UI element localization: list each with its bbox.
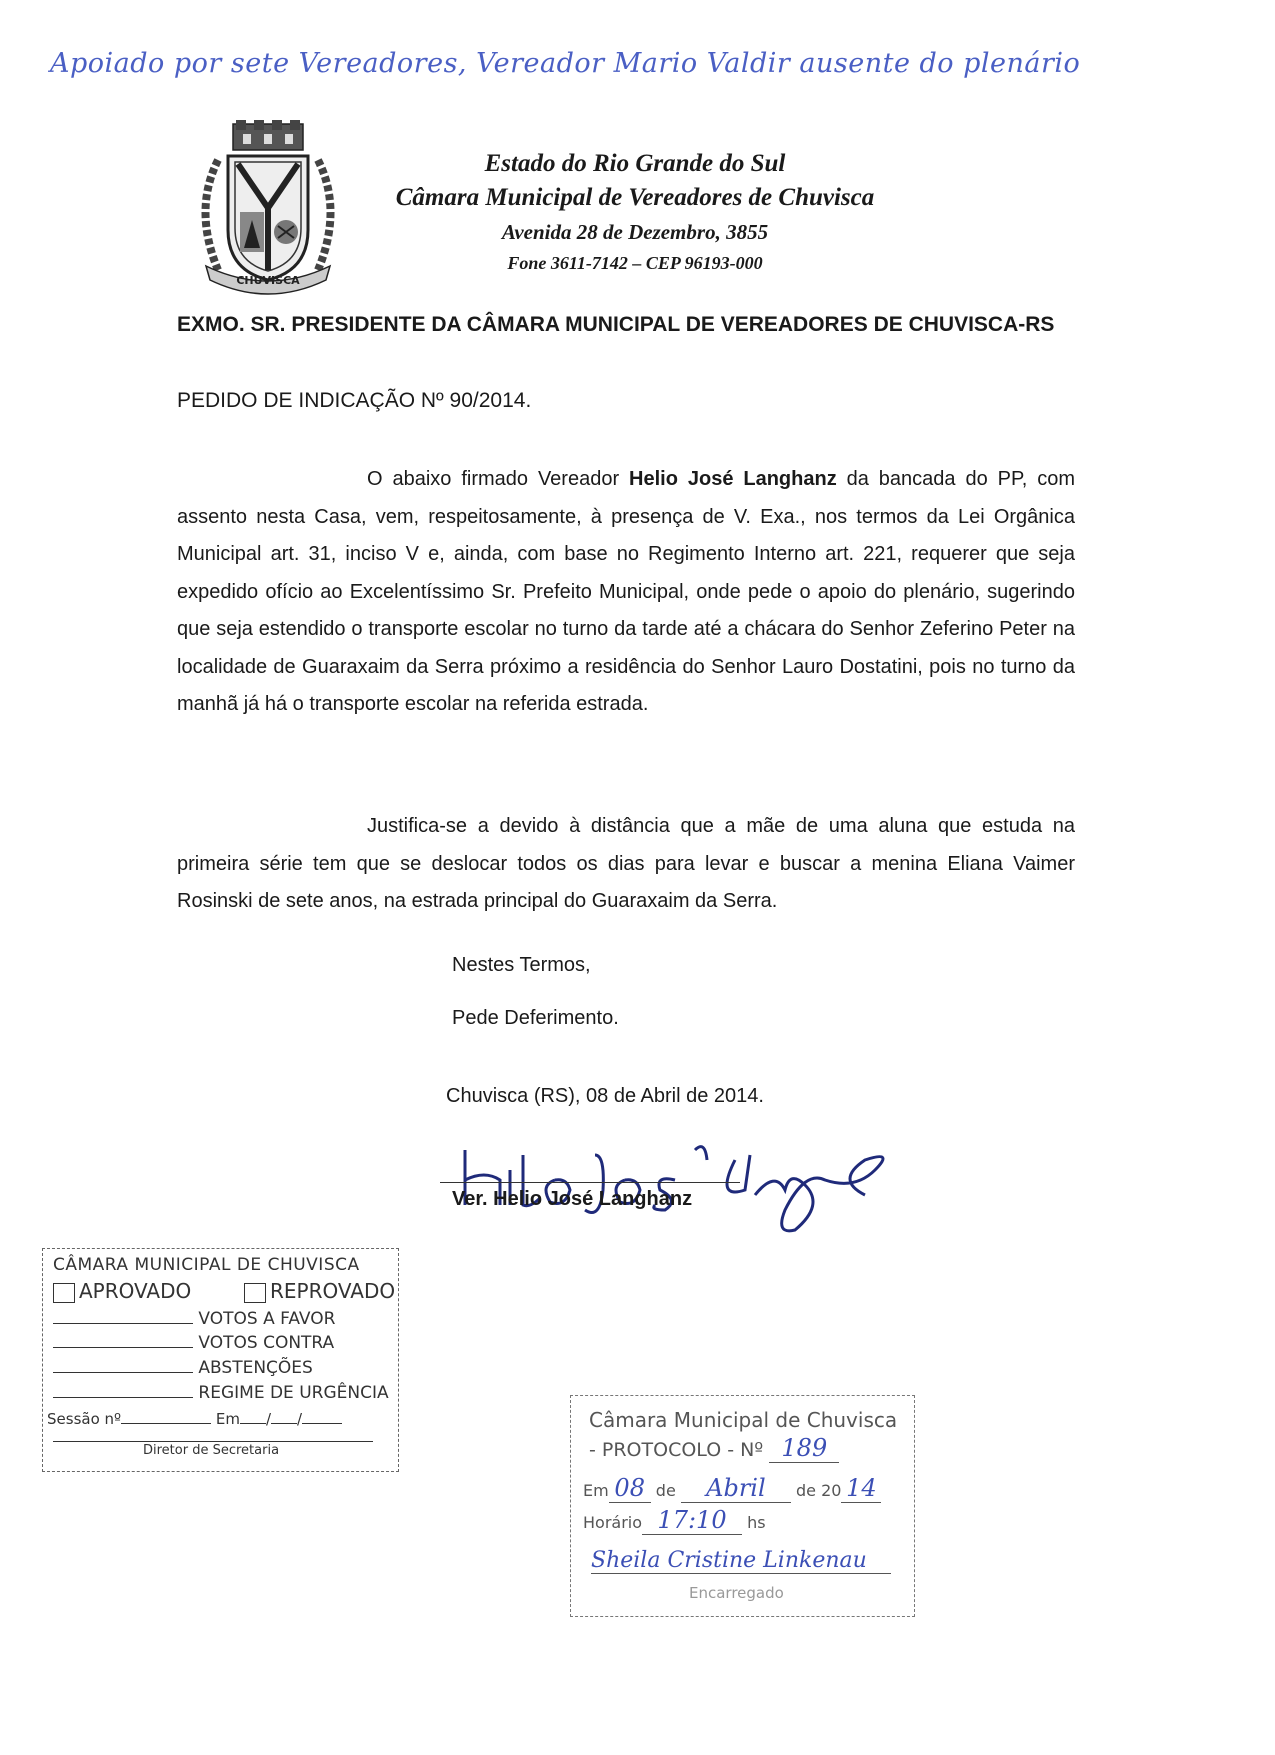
- body-paragraph-2: [177, 808, 1075, 921]
- crest-ribbon-text: CHUVISCA: [236, 274, 300, 287]
- responsible-signature: Sheila Cristine Linkenau: [591, 1548, 891, 1574]
- time-label: Horário: [583, 1513, 643, 1532]
- handwritten-signature: [445, 1110, 915, 1240]
- protocol-year: 14: [841, 1474, 881, 1503]
- rejected-label: REPROVADO: [269, 1279, 396, 1303]
- signature-text: Helio José Langhanz: [445, 1110, 455, 1111]
- p1-lead: O abaixo firmado Vereador: [367, 468, 630, 490]
- p2-text: Justifica-se a devido à distância que a mãe de uma aluna que estuda na primeira série tem que se deslocar todos os dias para levar e buscar a menina Eliana Vaimer Rosinski de sete anos, na estrada principal do Guaraxaim da Serra.: [177, 815, 1075, 912]
- letterhead-chamber: Câmara Municipal de Vereadores de Chuvisca: [395, 184, 875, 211]
- date-label: Em: [583, 1481, 609, 1500]
- session-date-label: Em: [215, 1410, 240, 1428]
- approved-checkbox[interactable]: [53, 1283, 75, 1303]
- letterhead-state: Estado do Rio Grande do Sul: [484, 150, 786, 177]
- letterhead-phone: Fone 3611-7142 – CEP 96193-000: [507, 253, 763, 273]
- date-slash: /: [265, 1410, 272, 1428]
- time-unit: hs: [747, 1513, 766, 1532]
- letterhead: [360, 150, 910, 274]
- protocol-month: Abril: [681, 1474, 791, 1503]
- abstentions-label: ABSTENÇÕES: [198, 1358, 313, 1378]
- vote-stamp-header: CÂMARA MUNICIPAL DE CHUVISCA: [53, 1255, 360, 1275]
- urgency-label: REGIME DE URGÊNCIA: [198, 1383, 389, 1403]
- protocol-time: 17:10: [642, 1506, 742, 1535]
- request-title: PEDIDO DE INDICAÇÃO Nº 90/2014.: [177, 389, 532, 412]
- signature-line: [440, 1182, 740, 1183]
- votes-against-label: VOTOS CONTRA: [198, 1333, 335, 1353]
- protocol-number: 189: [769, 1434, 839, 1463]
- letterhead-address: Avenida 28 de Dezembro, 3855: [501, 220, 769, 244]
- municipal-crest-logo: [188, 120, 348, 300]
- councilor-name: Helio José Langhanz: [629, 468, 837, 490]
- protocol-stamp: [570, 1395, 915, 1617]
- body-paragraph-1: [177, 461, 1075, 724]
- protocol-label: - PROTOCOLO - Nº: [589, 1439, 764, 1461]
- of-label: de: [655, 1481, 676, 1500]
- signatory-name: Ver. Helio José Langhanz: [452, 1188, 693, 1210]
- votes-for-label: VOTOS A FAVOR: [198, 1309, 336, 1329]
- handwritten-annotation: Apoiado por sete Vereadores, Vereador Mario Valdir ausente do plenário: [50, 48, 1081, 79]
- date-slash: /: [297, 1410, 303, 1428]
- rejected-checkbox[interactable]: [244, 1283, 266, 1303]
- addressee: EXMO. SR. PRESIDENTE DA CÂMARA MUNICIPAL DE VEREADORES DE CHUVISCA-RS: [177, 313, 1055, 336]
- director-label: Diretor de Secretaria: [143, 1443, 280, 1458]
- closing-line-2: Pede Deferimento.: [452, 1007, 619, 1029]
- protocol-stamp-header: Câmara Municipal de Chuvisca: [589, 1408, 898, 1432]
- vote-stamp: [42, 1248, 399, 1472]
- responsible-label: Encarregado: [689, 1584, 784, 1602]
- year-prefix: de 20: [795, 1481, 842, 1500]
- place-date: Chuvisca (RS), 08 de Abril de 2014.: [446, 1085, 764, 1107]
- approved-label: APROVADO: [79, 1279, 192, 1303]
- closing-line-1: Nestes Termos,: [452, 954, 591, 976]
- protocol-day: 08: [609, 1474, 651, 1503]
- session-label: Sessão nº: [47, 1410, 122, 1428]
- p1-rest: da bancada do PP, com assento nesta Casa, vem, respeitosamente, à presença de V. Exa., nos termos da Lei Orgânica Municipal art. 31, inciso V e, ainda, com base no Regimento Interno art. 221, requerer que seja expedido ofício ao Excelentíssimo Sr. Prefeito Municipal, onde pede o apoio do plenário, sugerindo que seja estendido o transporte escolar no turno da tarde até a chácara do Senhor Zeferino Peter na localidade de Guaraxaim da Serra próximo a residência do Senhor Lauro Dostatini, pois no turno da manhã já há o transporte escolar na referida estrada.: [177, 468, 1075, 715]
